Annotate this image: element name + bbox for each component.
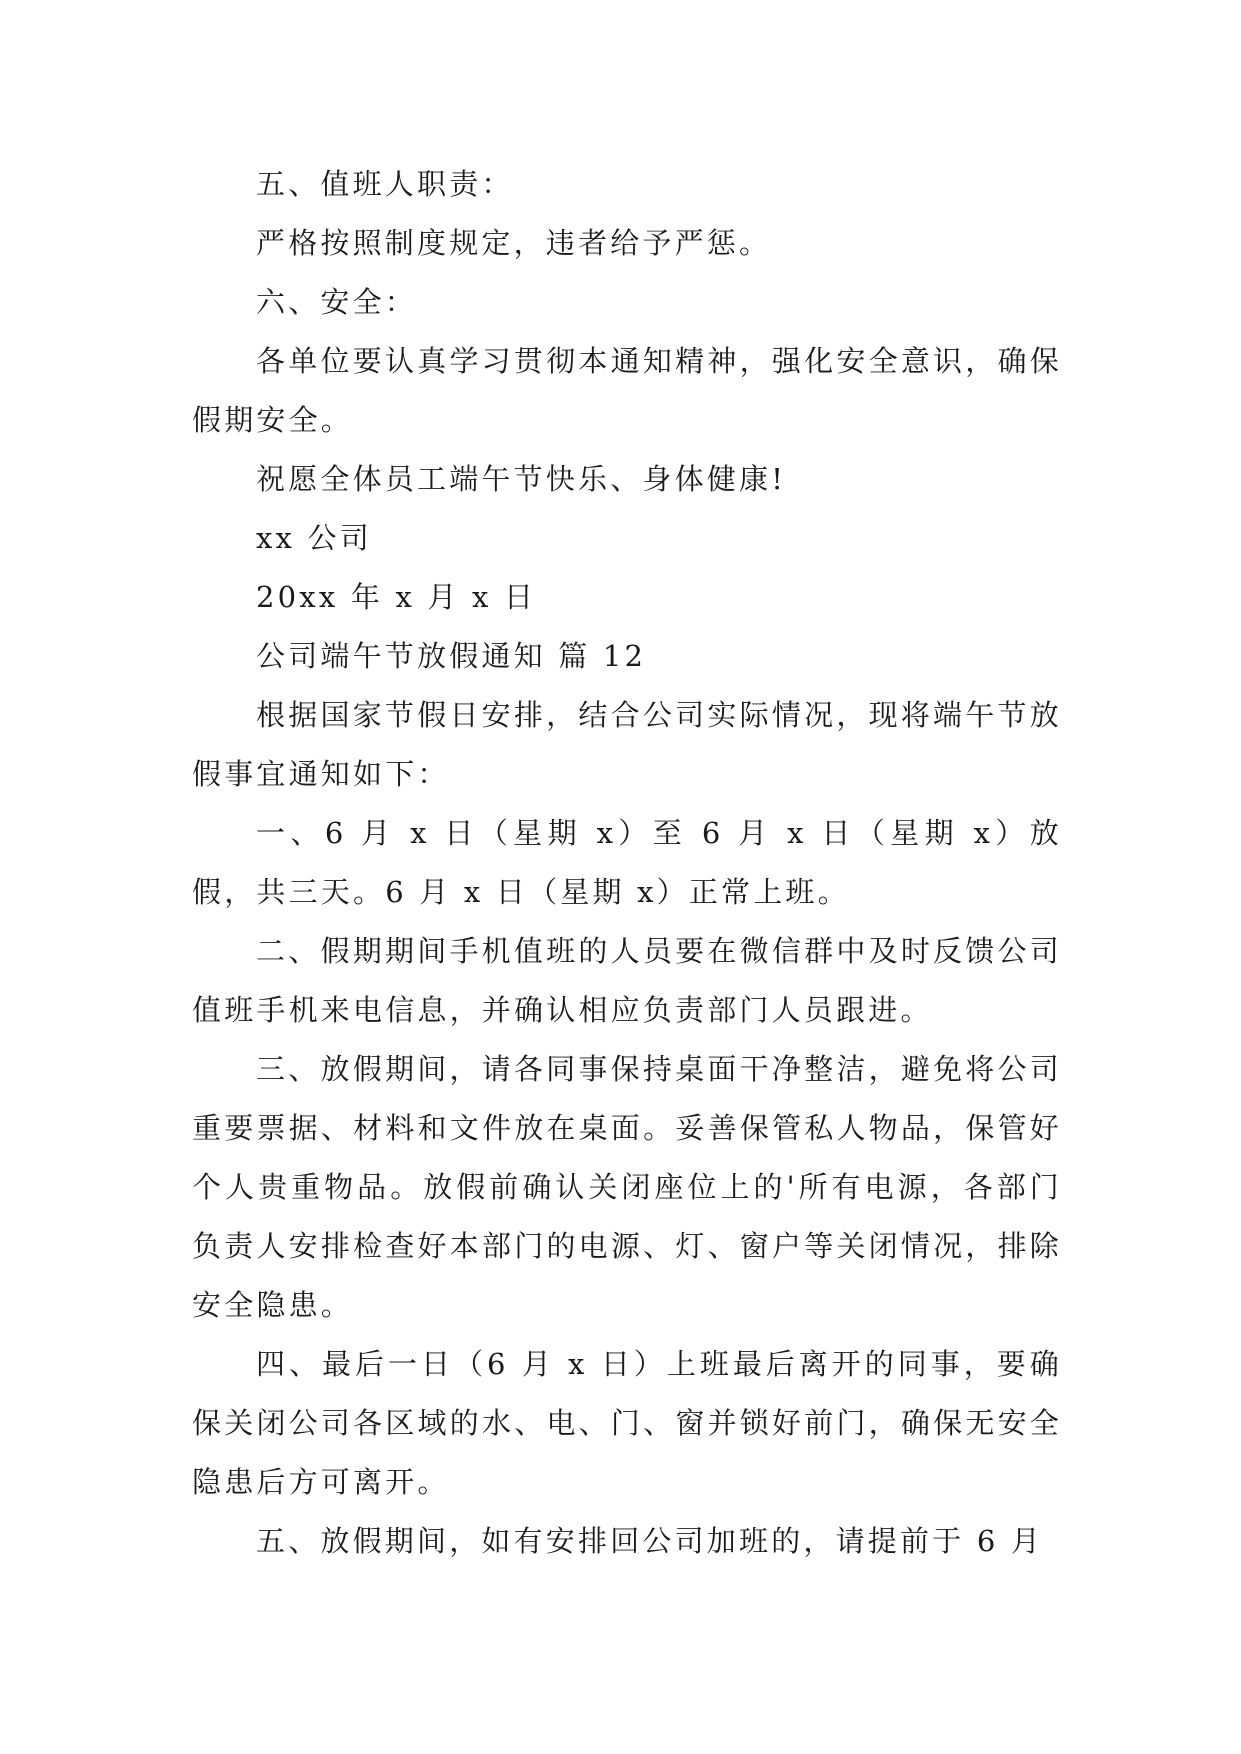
paragraph: 四、最后一日（6 月 x 日）上班最后离开的同事，要确保关闭公司各区域的水、电、门、窗并锁好前门，确保无安全隐患后方可离开。 [192, 1347, 1062, 1499]
paragraph: 祝愿全体员工端午节快乐、身体健康! [256, 462, 787, 496]
paragraph: 五、值班人职责： [256, 167, 514, 201]
paragraph: 五、放假期间，如有安排回公司加班的，请提前于 6 月 [256, 1524, 1044, 1558]
paragraph: 二、假期期间手机值班的人员要在微信群中及时反馈公司值班手机来电信息，并确认相应负责部门人员跟进。 [192, 934, 1062, 1027]
date-line: 20xx 年 x 月 x 日 [256, 580, 537, 614]
paragraph: 六、安全： [256, 285, 418, 319]
paragraph: 严格按照制度规定，违者给予严惩。 [256, 226, 772, 260]
paragraph: 三、放假期间，请各同事保持桌面干净整洁，避免将公司重要票据、材料和文件放在桌面。妥善保管私人物品，保管好个人贵重物品。放假前确认关闭座位上的'所有电源，各部门负责人安排检查好本部门的电源、灯、窗户等关闭情况，排除安全隐患。 [192, 1052, 1062, 1322]
paragraph: 各单位要认真学习贯彻本通知精神，强化安全意识，确保假期安全。 [192, 344, 1062, 437]
document-body [192, 155, 1062, 1571]
section-heading: 公司端午节放假通知 篇 12 [256, 639, 647, 673]
paragraph: 根据国家节假日安排，结合公司实际情况，现将端午节放假事宜通知如下： [192, 698, 1062, 791]
company-signature: xx 公司 [256, 521, 372, 555]
paragraph: 一、6 月 x 日（星期 x）至 6 月 x 日（星期 x）放假，共三天。6 月 x 日（星期 x）正常上班。 [192, 816, 1062, 909]
